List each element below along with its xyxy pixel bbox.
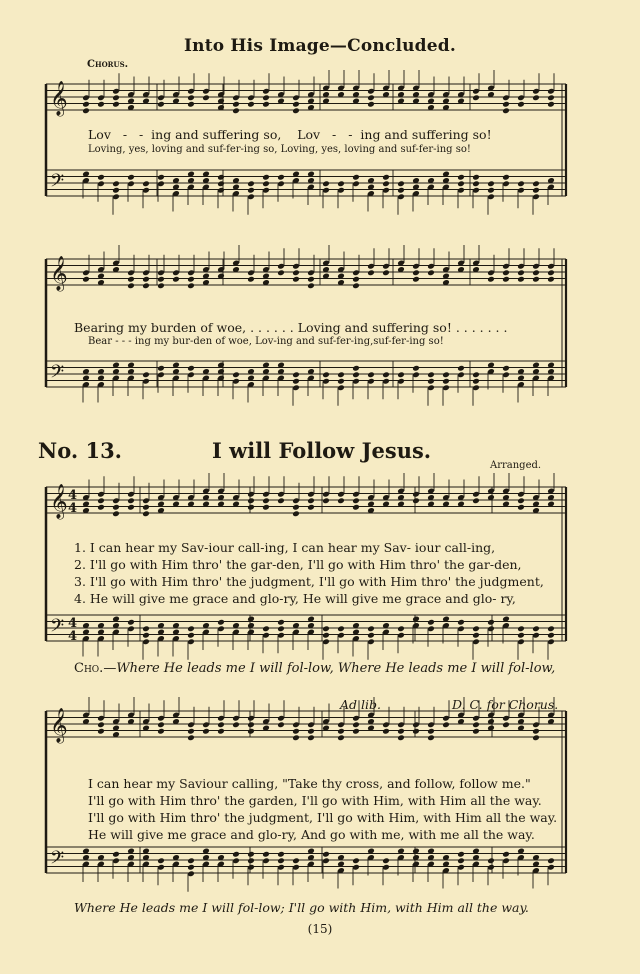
system4-note [352,728,360,735]
system1-note [472,180,480,187]
system2-note [502,365,510,372]
system3-note [472,632,480,639]
system2-note [442,371,450,378]
system4-note [112,851,120,858]
system2-note [232,371,240,378]
arranger-credit: Arranged. [490,460,542,471]
system1-note [397,180,405,187]
verse-1-line-b: I can hear my Saviour calling, "Take thy cross, and follow, follow me." [88,776,531,791]
system3-note [517,632,525,639]
system4-treble-clef: 𝄞 [50,708,68,743]
system4-note [262,851,270,858]
system3-note [412,497,420,504]
system2-note [367,269,375,276]
system3-note [427,619,435,626]
system1-note [532,180,540,187]
system1-note [352,174,360,181]
system2-note [292,371,300,378]
system1-note [187,94,195,101]
system2-note [187,276,195,283]
system1-note [247,101,255,108]
system2-note [412,269,420,276]
system1-note [217,174,225,181]
system4-note [97,728,105,735]
system3-note [277,625,285,632]
system3-note [112,510,120,517]
system2-note [517,276,525,283]
lyric-line2-sub: Bear - - - ing my bur-den of woe, Lov-ing and suf-fer-ing,suf-fer-ing so! [88,336,444,347]
system3-note [292,504,300,511]
system3-note [397,625,405,632]
system4-note [292,734,300,741]
hymn-title-concluded: Into His Image—Concluded. [184,36,456,56]
system3-note [352,497,360,504]
system1-note [457,174,465,181]
system1-treble-clef: 𝄞 [50,81,68,116]
system3-note [262,504,270,511]
system2-note [187,365,195,372]
system3-note [352,504,360,511]
system3-note [277,497,285,504]
lyric-line1-main: Lov - - ing and suffering so, Lov - - ing and suffering so! [88,127,492,142]
system2-note [307,276,315,283]
system4-note [487,857,495,864]
hymn-title: I will Follow Jesus. [212,438,432,463]
system1-note [547,94,555,101]
system4-note [457,857,465,864]
system4-note [337,734,345,741]
system3-note [217,619,225,626]
system4-note [247,728,255,735]
system1-note [262,94,270,101]
system4-note [427,728,435,735]
system1-note [487,180,495,187]
system1-note [502,174,510,181]
system1-note [532,94,540,101]
system3-note [292,510,300,517]
system2-note [157,282,165,289]
system1-note [262,174,270,181]
system2-note [142,371,150,378]
verse-1-line-a: 1. I can hear my Sav-iour call-ing, I can hear my Sav- iour call-ing, [74,540,496,555]
system4-note [157,721,165,728]
system3-note [547,625,555,632]
system2-note [277,269,285,276]
system2-note [157,365,165,372]
ad-lib-marking: Ad lib. [340,697,381,712]
system3-note [142,504,150,511]
system4-note [532,728,540,735]
system2-note [412,276,420,283]
system3-note [547,632,555,639]
system2-note [157,276,165,283]
system2-note [352,365,360,372]
system4-note [277,857,285,864]
system2-note [442,378,450,385]
system3-note [532,625,540,632]
system4-note [457,851,465,858]
system3-note [517,625,525,632]
system4-note [187,857,195,864]
system4-note [427,734,435,741]
system2-note [427,378,435,385]
system3-note [247,497,255,504]
system1-note [127,174,135,181]
system4-note [322,851,330,858]
system2-note [307,282,315,289]
verse-3-line-a: 3. I'll go with Him thro' the judgment, I'll go with Him thro' the judgment, [74,574,544,589]
system4-note [472,721,480,728]
system3-note [127,497,135,504]
system4-note [157,728,165,735]
system4-note [232,851,240,858]
system2-note [457,365,465,372]
system2-note [127,282,135,289]
system3-note [487,619,495,626]
system4-note [217,721,225,728]
system1-note [322,180,330,187]
system3-note [337,625,345,632]
system1-bass-clef: 𝄢 [50,171,65,196]
system1-note [472,174,480,181]
system1-note [157,101,165,108]
system1-note [157,174,165,181]
system3-note [127,619,135,626]
system2-note [142,276,150,283]
chorus-line-b: Where He leads me I will fol-low; I'll go with Him, with Him all the way. [74,900,529,915]
verse-2-line-b: I'll go with Him thro' the garden, I'll go with Him, with Him all the way. [88,793,542,808]
system3-note [367,632,375,639]
system4-note [547,857,555,864]
system3-note [472,497,480,504]
system2-note [547,276,555,283]
system2-note [412,365,420,372]
system2-note [382,269,390,276]
system4-note [397,734,405,741]
system4-note [397,728,405,735]
system1-note [112,187,120,194]
verse-4-line-b: He will give me grace and glo-ry, And go with me, with me all the way. [88,827,535,842]
system2-note [337,378,345,385]
system2-bass-clef: 𝄢 [50,362,65,387]
system3-note [142,510,150,517]
system1-note [502,101,510,108]
system2-note [517,269,525,276]
system3-time-sig: 4 [68,616,78,631]
system2-note [82,276,90,283]
system1-note [187,101,195,108]
system1-note [547,101,555,108]
system4-note [472,728,480,735]
system1-note [517,101,525,108]
system1-note [487,187,495,194]
lyric-line1-sub: Loving, yes, loving and suf-fer-ing so, Loving, yes, loving and suf-fer-ing so! [88,144,471,155]
system2-note [142,282,150,289]
system2-note [397,371,405,378]
verse-2-line-a: 2. I'll go with Him thro' the gar-den, I'll go with Him thro' the gar-den, [74,557,522,572]
system1-note [382,174,390,181]
system1-note [202,94,210,101]
system2-note [472,378,480,385]
system4-note [412,728,420,735]
system3-note [457,619,465,626]
system2-note [547,269,555,276]
system3-note [277,619,285,626]
system2-note [532,276,540,283]
system2-note [352,371,360,378]
system1-note [232,101,240,108]
system2-note [427,371,435,378]
system4-note [247,857,255,864]
verse-3-line-b: I'll go with Him thro' the judgment, I'll go with Him, with Him all the way. [88,810,558,825]
system1-note [262,101,270,108]
system4-note [292,728,300,735]
system4-note [202,728,210,735]
system3-note [517,504,525,511]
system3-note [187,625,195,632]
system1-note [367,94,375,101]
system4-note [337,728,345,735]
system4-note [232,721,240,728]
lyric-line2-main: Bearing my burden of woe, . . . . . . Loving and suffering so! . . . . . . . [74,320,508,335]
system1-note [262,180,270,187]
system1-note [472,94,480,101]
system4-note [277,851,285,858]
system2-note [292,269,300,276]
system4-note [187,734,195,741]
system3-note [322,497,330,504]
system4-note [382,857,390,864]
system4-note [247,721,255,728]
system2-note [367,371,375,378]
system1-note [457,180,465,187]
system3-note [127,504,135,511]
system1-note [382,180,390,187]
system3-note [142,625,150,632]
system2-note [487,276,495,283]
verse-4-line-a: 4. He will give me grace and glo-ry, He will give me grace and glo- ry, [74,591,516,606]
system2-note [352,276,360,283]
system1-note [82,101,90,108]
system4-note [187,728,195,735]
system3-note [307,497,315,504]
system2-note [502,269,510,276]
system1-note [292,101,300,108]
system1-note [232,107,240,114]
system2-note [247,276,255,283]
system3-note [262,625,270,632]
system4-note [97,721,105,728]
system2-note [337,371,345,378]
system2-note [172,276,180,283]
system4-note [502,851,510,858]
system3-note [142,632,150,639]
chorus-line-a: Cho.—Where He leads me I will fol-low, Where He leads me I will fol-low, [74,661,556,676]
system3-time-sig: 4 [68,501,78,516]
system1-note [337,180,345,187]
system2-note [292,276,300,283]
system2-note [127,276,135,283]
system1-note [532,187,540,194]
system1-note [97,174,105,181]
system1-note [82,107,90,114]
system1-note [397,187,405,194]
system1-note [217,180,225,187]
system1-note [502,107,510,114]
system2-note [427,269,435,276]
system3-note [322,625,330,632]
system2-note [382,371,390,378]
system3-note [307,504,315,511]
system3-time-sig: 4 [68,488,78,503]
system1-note [97,101,105,108]
system4-note [157,857,165,864]
system2-note [502,276,510,283]
system3-note [337,497,345,504]
system4-note [217,728,225,735]
system3-bass-clef: 𝄢 [50,616,65,641]
system1-note [277,174,285,181]
system1-note [247,180,255,187]
system3-note [322,632,330,639]
system4-note [442,721,450,728]
system4-note [307,728,315,735]
system2-note [472,371,480,378]
system4-note [352,721,360,728]
system1-note [247,187,255,194]
system1-note [112,180,120,187]
system3-note [517,497,525,504]
system4-note [382,728,390,735]
system3-note [367,625,375,632]
dc-marking: D. C. for Chorus. [452,697,559,712]
system2-note [292,378,300,385]
page-number: (15) [307,922,333,936]
system4-note [307,734,315,741]
system4-note [277,721,285,728]
system1-note [112,94,120,101]
system2-note [532,269,540,276]
system1-note [517,180,525,187]
hymn-number: No. 13. [38,438,122,463]
system3-note [187,632,195,639]
system1-note [112,101,120,108]
system4-note [247,851,255,858]
system2-note [352,282,360,289]
system3-treble-clef: 𝄞 [50,484,68,519]
system4-note [292,857,300,864]
system1-note [292,107,300,114]
system3-note [112,504,120,511]
system4-bass-clef: 𝄢 [50,848,65,873]
system2-treble-clef: 𝄞 [50,256,68,291]
system1-note [367,101,375,108]
system2-note [187,282,195,289]
system1-note [142,180,150,187]
system4-note [187,864,195,871]
system3-note [247,504,255,511]
system4-note [502,721,510,728]
system3-note [97,504,105,511]
system3-time-sig: 4 [68,629,78,644]
chorus-label: Chorus. [87,59,129,70]
system3-note [262,497,270,504]
system4-note [532,734,540,741]
system4-note [352,857,360,864]
system3-note [472,625,480,632]
system3-note [97,497,105,504]
system2-note [322,371,330,378]
